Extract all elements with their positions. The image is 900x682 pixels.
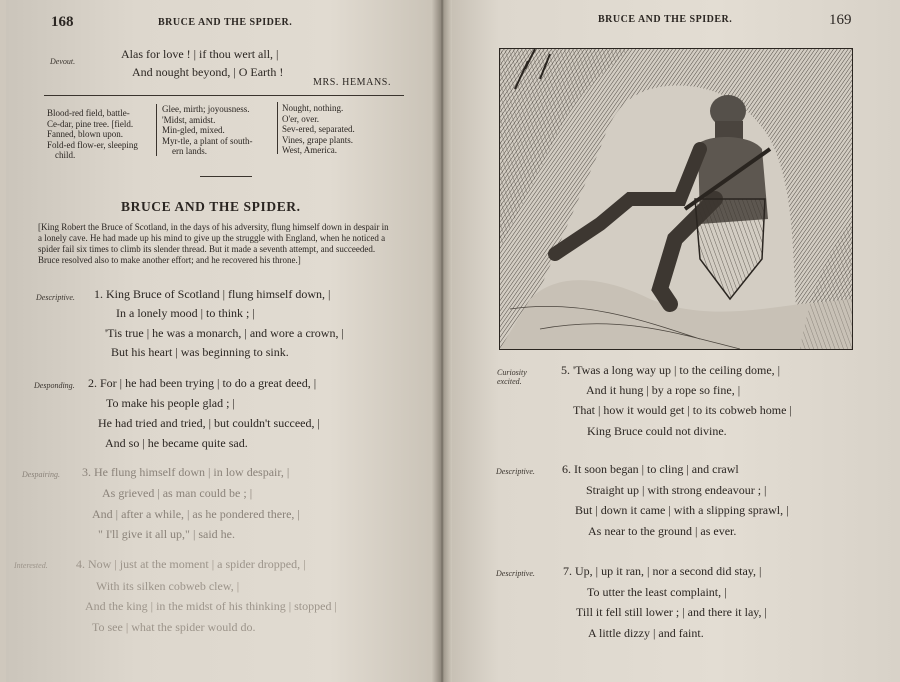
verse-line: 'Tis true | he was a monarch, | and wore a crown, | (105, 326, 344, 340)
margin-note: Despairing. (22, 470, 60, 479)
margin-note: Descriptive. (496, 467, 535, 476)
left-running-head: BRUCE AND THE SPIDER. (158, 17, 293, 28)
poem-introduction: [King Robert the Bruce of Scotland, in the days of his adversity, flung himself down in despair in a lonely cave. He had made up his mind to give up the struggle with England, when he noticed a spider fail six times to climb its slender thread. But it made a seventh attempt, and succeeded. Bruce resolved also to make another effort; and he recovered his throne.] (38, 222, 389, 265)
verse-line: And | after a while, | as he pondered there, | (92, 507, 300, 521)
verse-line: 6. It soon began | to cling | and crawl (562, 462, 739, 476)
verse-line: And the king | in the midst of his thinking | stopped | (85, 599, 337, 613)
verse-line: To make his people glad ; | (106, 396, 235, 410)
glossary-entry: Blood-red field, battle- (47, 108, 130, 118)
verse-line: Till it fell still lower ; | and there it lay, | (576, 605, 767, 619)
glossary-entry: child. (55, 150, 76, 160)
verse-line: 1. King Bruce of Scotland | flung himself down, | (94, 287, 331, 301)
glossary-column-2 (162, 104, 253, 157)
margin-note: Desponding. (34, 381, 75, 390)
section-rule (200, 176, 252, 177)
verse-line: To utter the least complaint, | (587, 585, 727, 599)
verse-line: Straight up | with strong endeavour ; | (586, 483, 767, 497)
glossary-entry: Ce-dar, pine tree. [field. (47, 118, 134, 129)
verse-line: And it hung | by a rope so fine, | (586, 383, 741, 397)
glossary-entry: 'Midst, amidst. (162, 114, 216, 125)
verse-line: 7. Up, | up it ran, | nor a second did stay, | (563, 564, 762, 578)
glossary-entry: Nought, nothing. (282, 103, 344, 113)
margin-note: Descriptive. (496, 569, 535, 578)
verse-line: As grieved | as man could be ; | (102, 486, 253, 500)
engraving-illustration (499, 48, 853, 350)
right-running-head: BRUCE AND THE SPIDER. (598, 14, 733, 25)
margin-note: Descriptive. (36, 293, 75, 302)
glossary-entry: O'er, over. (282, 113, 319, 124)
margin-note: Curiosity excited. (497, 368, 527, 386)
verse-line: And so | he became quite sad. (105, 436, 248, 450)
verse-line: To see | what the spider would do. (92, 620, 256, 634)
book-gutter (432, 0, 452, 682)
verse-line: As near to the ground | as ever. (588, 524, 737, 538)
poem-title: BRUCE AND THE SPIDER. (121, 199, 301, 214)
glossary-entry: Min-gled, mixed. (162, 125, 225, 135)
glossary-entry: Glee, mirth; joyousness. (162, 104, 250, 114)
glossary-entry: ern lands. (172, 146, 207, 156)
glossary-column-1 (47, 108, 138, 161)
verse-line: Alas for love ! | if thou wert all, | (121, 47, 279, 61)
glossary-entry: West, America. (282, 145, 338, 155)
divider-rule (44, 95, 404, 96)
verse-line: 2. For | he had been trying | to do a great deed, | (88, 376, 317, 390)
right-page-number: 169 (829, 12, 852, 28)
glossary-entry: Sev-ered, separated. (282, 124, 355, 134)
glossary-column-3 (282, 103, 355, 156)
verse-line: And nought beyond, | O Earth ! (132, 65, 284, 79)
glossary-entry: Fanned, blown upon. (47, 129, 123, 139)
verse-line: He had tried and tried, | but couldn't succeed, | (98, 416, 320, 430)
glossary-entry: Myr-tle, a plant of south- (162, 135, 253, 146)
glossary-separator (156, 104, 157, 156)
left-page-number: 168 (51, 14, 74, 30)
glossary-entry: Fold-ed flow-er, sleeping (47, 139, 138, 150)
verse-line: But | down it came | with a slipping sprawl, | (575, 503, 789, 517)
verse-line: That | how it would get | to its cobweb home | (573, 403, 792, 417)
verse-line: But his heart | was beginning to sink. (111, 345, 289, 359)
verse-line: King Bruce could not divine. (587, 424, 727, 438)
verse-line: A little dizzy | and faint. (588, 626, 704, 640)
margin-note: Devout. (50, 57, 76, 66)
margin-note: Interested. (14, 561, 48, 570)
verse-line: " I'll give it all up," | said he. (98, 527, 236, 541)
verse-line: With its silken cobweb clew, | (96, 579, 240, 593)
poem-author: MRS. HEMANS. (313, 77, 392, 88)
bruce-in-cave-engraving (500, 49, 852, 349)
verse-line: In a lonely mood | to think ; | (116, 306, 255, 320)
verse-line: 4. Now | just at the moment | a spider dropped, | (76, 557, 306, 571)
verse-line: 3. He flung himself down | in low despair, | (82, 465, 290, 479)
glossary-separator (277, 102, 278, 154)
glossary-entry: Vines, grape plants. (282, 134, 353, 145)
verse-line: 5. 'Twas a long way up | to the ceiling dome, | (561, 363, 781, 377)
